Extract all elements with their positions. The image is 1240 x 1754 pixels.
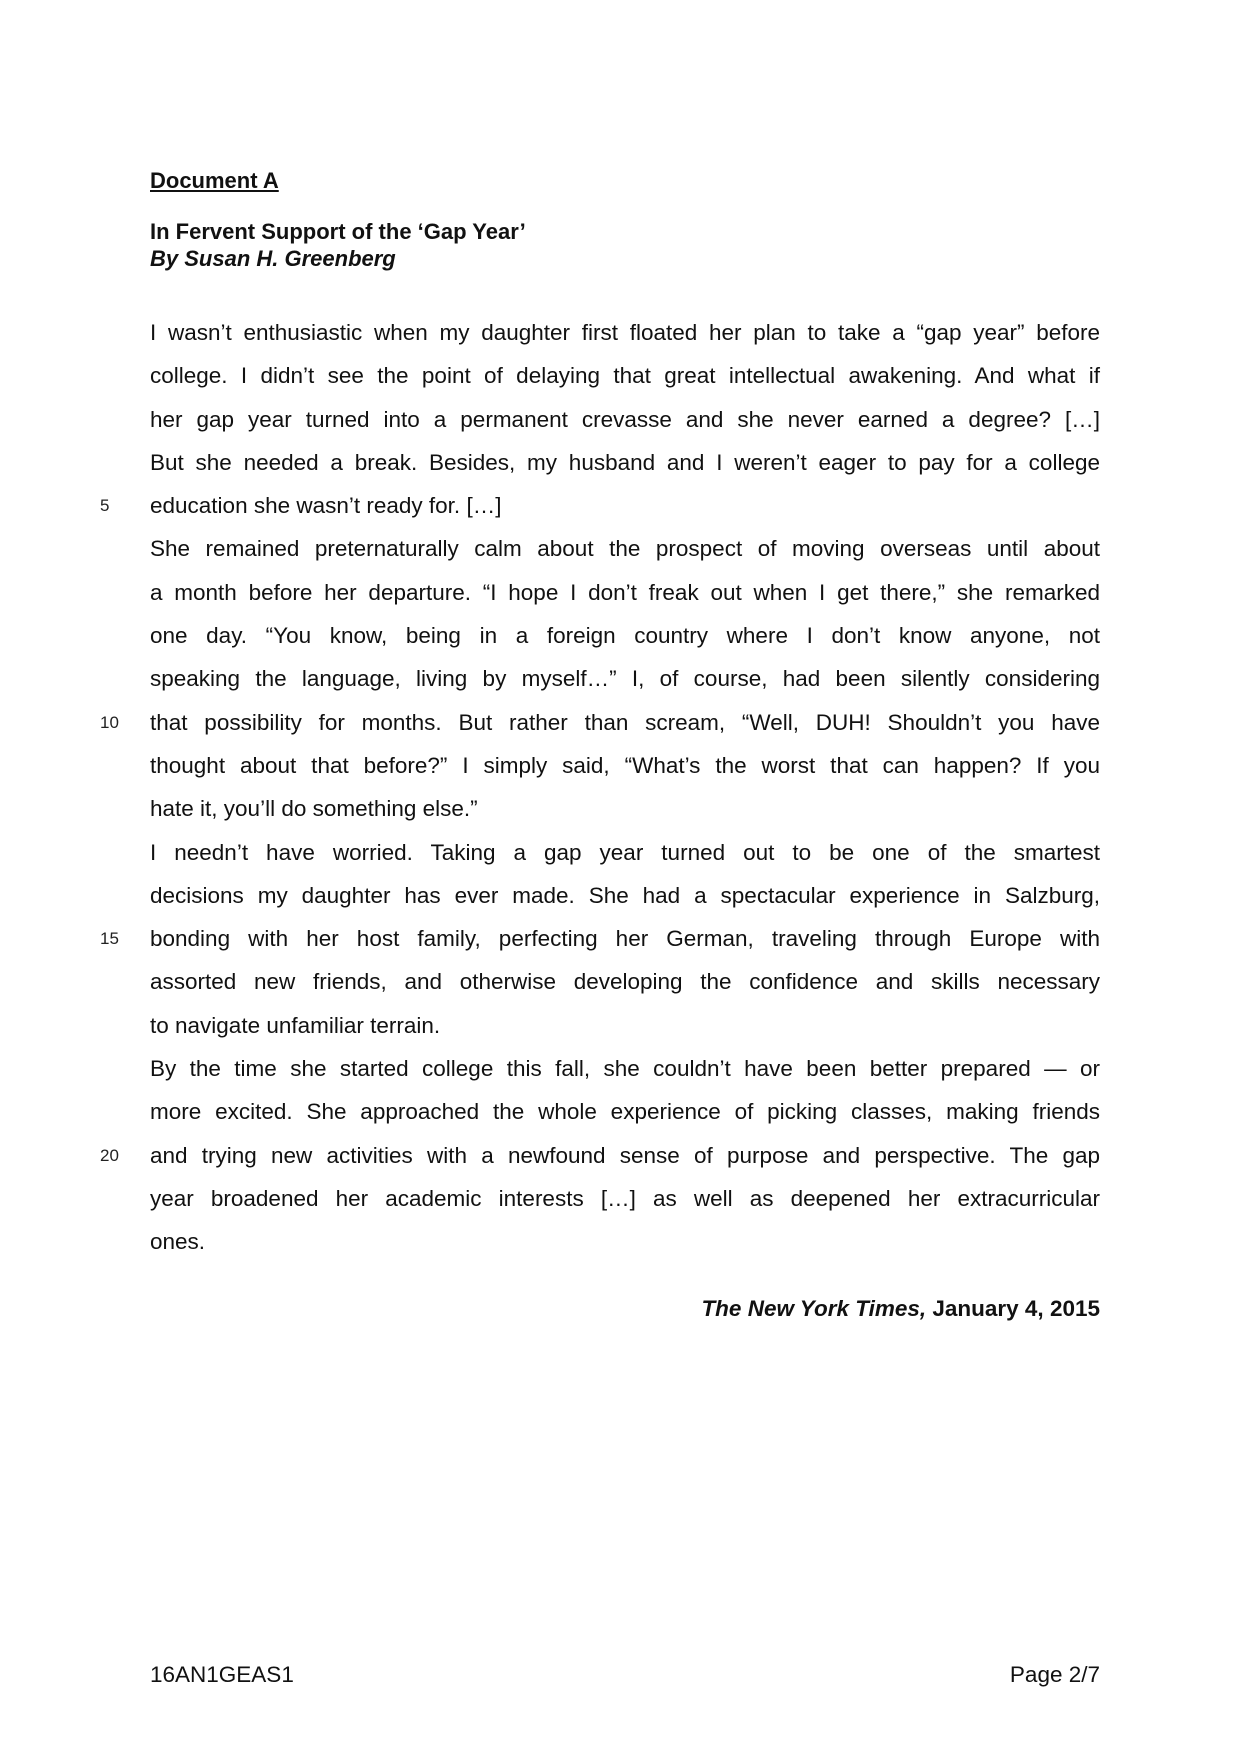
- body-line-text: By the time she started college this fall, she couldn’t have been better prepared — or: [150, 1056, 1100, 1082]
- body-line-text: a month before her departure. “I hope I don’t freak out when I get there,” she remarked: [150, 579, 1100, 605]
- body-line-text: one day. “You know, being in a foreign country where I don’t know anyone, not: [150, 623, 1100, 649]
- body-line: [150, 787, 1100, 830]
- body-line: [150, 744, 1100, 787]
- body-line: [150, 1047, 1100, 1090]
- footer-code: 16AN1GEAS1: [150, 1662, 294, 1687]
- article-byline: By Susan H. Greenberg: [150, 246, 396, 271]
- body-line-text: to navigate unfamiliar terrain.: [150, 1012, 441, 1038]
- article-source: [701, 1296, 1100, 1322]
- body-line-text: decisions my daughter has ever made. She had a spectacular experience in Salzburg,: [150, 882, 1100, 908]
- body-line-text: hate it, you’ll do something else.”: [150, 796, 478, 822]
- body-line-text: She remained preternaturally calm about the prospect of moving overseas until about: [150, 536, 1100, 562]
- body-line-text: that possibility for months. But rather than scream, “Well, DUH! Shouldn’t you have: [150, 709, 1100, 735]
- line-number: 15: [100, 929, 119, 949]
- body-line-text: ones.: [150, 1229, 206, 1255]
- body-line: [100, 1134, 1100, 1177]
- article-body: [100, 311, 1100, 1264]
- body-line-text: more excited. She approached the whole experience of picking classes, making friends: [150, 1099, 1100, 1125]
- body-line: [150, 1177, 1100, 1220]
- body-line: [150, 874, 1100, 917]
- body-line-text: assorted new friends, and otherwise developing the confidence and skills necessary: [150, 969, 1100, 995]
- line-number: 20: [100, 1145, 119, 1165]
- body-line: [100, 484, 1100, 527]
- body-line: [100, 701, 1100, 744]
- article-title: In Fervent Support of the ‘Gap Year’: [150, 219, 526, 244]
- body-line: [150, 657, 1100, 700]
- body-line: [100, 917, 1100, 960]
- body-line-text: I wasn’t enthusiastic when my daughter first floated her plan to take a “gap year” before: [150, 320, 1100, 345]
- body-line: [150, 960, 1100, 1003]
- body-line-text: But she needed a break. Besides, my husband and I weren’t eager to pay for a college: [150, 449, 1100, 475]
- body-line: [150, 614, 1100, 657]
- body-line-text: college. I didn’t see the point of delaying that great intellectual awakening. And what if: [150, 363, 1100, 389]
- body-line-text: and trying new activities with a newfound sense of purpose and perspective. The gap: [150, 1142, 1100, 1168]
- body-line-text: thought about that before?” I simply said, “What’s the worst that can happen? If you: [150, 752, 1100, 778]
- body-line: [150, 831, 1100, 874]
- body-line: [150, 354, 1100, 397]
- body-line: [150, 1004, 1100, 1047]
- body-line: [150, 571, 1100, 614]
- body-line: [150, 441, 1100, 484]
- source-publication: The New York Times,: [701, 1296, 927, 1321]
- article-heading: [150, 218, 526, 272]
- line-number: 5: [100, 496, 110, 516]
- body-line: [150, 527, 1100, 570]
- body-line: [150, 1220, 1100, 1263]
- document-label: Document A: [150, 168, 279, 193]
- body-line-text: education she wasn’t ready for. […]: [150, 493, 502, 519]
- body-line-text: bonding with her host family, perfecting her German, traveling through Europe with: [150, 926, 1100, 952]
- line-number: 10: [100, 712, 119, 732]
- source-date: January 4, 2015: [932, 1296, 1100, 1321]
- footer-page-number: Page 2/7: [1009, 1662, 1100, 1687]
- body-line-text: her gap year turned into a permanent crevasse and she never earned a degree? […]: [150, 406, 1100, 432]
- body-line-text: I needn’t have worried. Taking a gap year turned out to be one of the smartest: [150, 839, 1100, 865]
- body-line: [150, 398, 1100, 441]
- body-line: [150, 311, 1100, 354]
- body-line-text: year broadened her academic interests […] as well as deepened her extracurricular: [150, 1185, 1100, 1211]
- body-line-text: speaking the language, living by myself…” I, of course, had been silently considering: [150, 666, 1100, 692]
- body-line: [150, 1090, 1100, 1133]
